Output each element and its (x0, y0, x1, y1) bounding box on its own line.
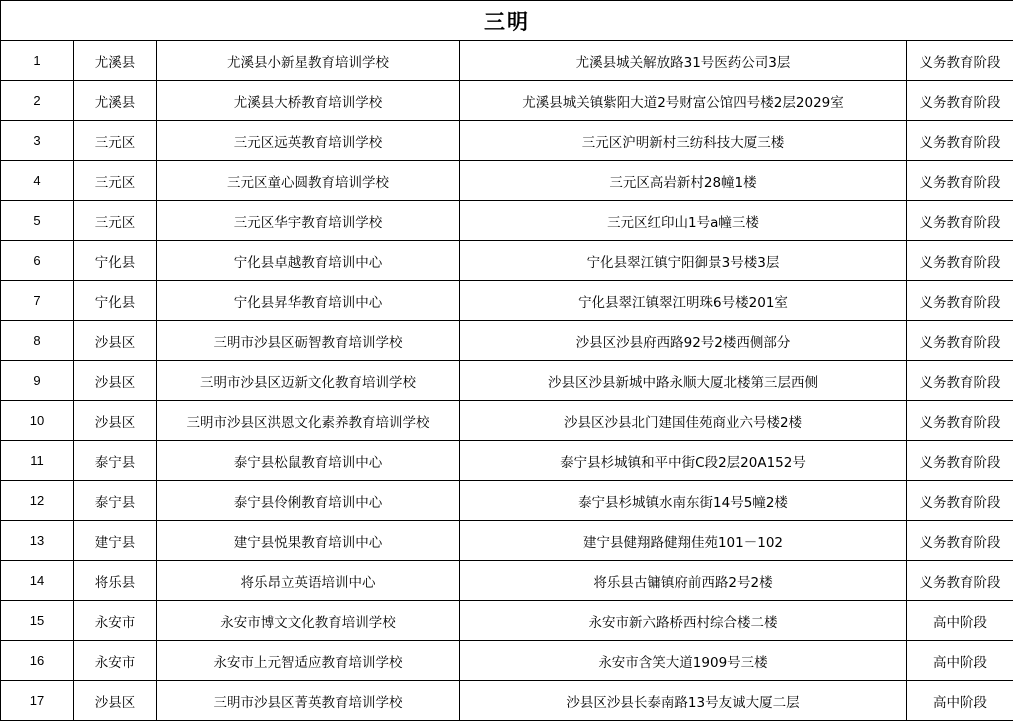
school-name-cell: 将乐昂立英语培训中心 (157, 561, 460, 601)
address-cell: 尤溪县城关镇紫阳大道2号财富公馆四号楼2层2029室 (460, 81, 907, 121)
row-index: 10 (1, 401, 74, 441)
school-name-cell: 泰宁县伶俐教育培训中心 (157, 481, 460, 521)
table-row (1, 521, 1013, 561)
district-cell: 沙县区 (74, 321, 157, 361)
table-row (1, 201, 1013, 241)
stage-cell: 义务教育阶段 (907, 561, 1013, 601)
school-name-cell: 三明市沙县区迈新文化教育培训学校 (157, 361, 460, 401)
stage-cell: 义务教育阶段 (907, 481, 1013, 521)
row-index: 8 (1, 321, 74, 361)
address-cell: 永安市含笑大道1909号三楼 (460, 641, 907, 681)
address-cell: 三元区高岩新村28幢1楼 (460, 161, 907, 201)
row-index: 5 (1, 201, 74, 241)
row-index: 1 (1, 41, 74, 81)
district-cell: 永安市 (74, 601, 157, 641)
stage-cell: 义务教育阶段 (907, 401, 1013, 441)
table-row (1, 321, 1013, 361)
school-name-cell: 宁化县卓越教育培训中心 (157, 241, 460, 281)
school-name-cell: 三明市沙县区洪恩文化素养教育培训学校 (157, 401, 460, 441)
school-name-cell: 三元区远英教育培训学校 (157, 121, 460, 161)
table-row (1, 401, 1013, 441)
row-index: 14 (1, 561, 74, 601)
row-index: 12 (1, 481, 74, 521)
district-cell: 泰宁县 (74, 481, 157, 521)
district-cell: 沙县区 (74, 681, 157, 721)
district-cell: 将乐县 (74, 561, 157, 601)
stage-cell: 义务教育阶段 (907, 441, 1013, 481)
stage-cell: 义务教育阶段 (907, 201, 1013, 241)
table-row (1, 161, 1013, 201)
school-name-cell: 永安市博文文化教育培训学校 (157, 601, 460, 641)
table-row (1, 481, 1013, 521)
address-cell: 永安市新六路桥西村综合楼二楼 (460, 601, 907, 641)
district-cell: 沙县区 (74, 401, 157, 441)
stage-cell: 义务教育阶段 (907, 241, 1013, 281)
table-row (1, 81, 1013, 121)
row-index: 7 (1, 281, 74, 321)
stage-cell: 义务教育阶段 (907, 321, 1013, 361)
stage-cell: 义务教育阶段 (907, 41, 1013, 81)
table-row (1, 121, 1013, 161)
school-name-cell: 泰宁县松鼠教育培训中心 (157, 441, 460, 481)
address-cell: 三元区沪明新村三纺科技大厦三楼 (460, 121, 907, 161)
table-row (1, 681, 1013, 721)
district-cell: 永安市 (74, 641, 157, 681)
stage-cell: 高中阶段 (907, 681, 1013, 721)
district-cell: 泰宁县 (74, 441, 157, 481)
address-cell: 三元区红印山1号a幢三楼 (460, 201, 907, 241)
stage-cell: 高中阶段 (907, 601, 1013, 641)
table-row (1, 281, 1013, 321)
table-row (1, 601, 1013, 641)
row-index: 2 (1, 81, 74, 121)
title-row (1, 1, 1013, 41)
address-cell: 沙县区沙县新城中路永顺大厦北楼第三层西侧 (460, 361, 907, 401)
address-cell: 宁化县翠江镇宁阳御景3号楼3层 (460, 241, 907, 281)
row-index: 13 (1, 521, 74, 561)
address-cell: 将乐县古镛镇府前西路2号2楼 (460, 561, 907, 601)
district-cell: 沙县区 (74, 361, 157, 401)
address-cell: 宁化县翠江镇翠江明珠6号楼201室 (460, 281, 907, 321)
row-index: 11 (1, 441, 74, 481)
stage-cell: 义务教育阶段 (907, 361, 1013, 401)
row-index: 16 (1, 641, 74, 681)
row-index: 15 (1, 601, 74, 641)
stage-cell: 义务教育阶段 (907, 281, 1013, 321)
table-row (1, 441, 1013, 481)
school-name-cell: 三元区童心圆教育培训学校 (157, 161, 460, 201)
address-cell: 泰宁县杉城镇水南东街14号5幢2楼 (460, 481, 907, 521)
address-cell: 沙县区沙县府西路92号2楼西侧部分 (460, 321, 907, 361)
school-name-cell: 三明市沙县区菁英教育培训学校 (157, 681, 460, 721)
district-cell: 尤溪县 (74, 41, 157, 81)
school-name-cell: 三明市沙县区砺智教育培训学校 (157, 321, 460, 361)
stage-cell: 义务教育阶段 (907, 521, 1013, 561)
table-row (1, 641, 1013, 681)
row-index: 6 (1, 241, 74, 281)
stage-cell: 义务教育阶段 (907, 121, 1013, 161)
address-cell: 尤溪县城关解放路31号医药公司3层 (460, 41, 907, 81)
table-row (1, 361, 1013, 401)
row-index: 3 (1, 121, 74, 161)
school-name-cell: 三元区华宇教育培训学校 (157, 201, 460, 241)
table-title: 三明 (1, 1, 1013, 41)
address-cell: 建宁县健翔路健翔佳苑101－102 (460, 521, 907, 561)
school-name-cell: 建宁县悦果教育培训中心 (157, 521, 460, 561)
district-cell: 宁化县 (74, 281, 157, 321)
row-index: 4 (1, 161, 74, 201)
stage-cell: 高中阶段 (907, 641, 1013, 681)
row-index: 17 (1, 681, 74, 721)
address-cell: 泰宁县杉城镇和平中街C段2层20A152号 (460, 441, 907, 481)
school-name-cell: 尤溪县小新星教育培训学校 (157, 41, 460, 81)
stage-cell: 义务教育阶段 (907, 81, 1013, 121)
district-cell: 建宁县 (74, 521, 157, 561)
school-name-cell: 尤溪县大桥教育培训学校 (157, 81, 460, 121)
district-cell: 尤溪县 (74, 81, 157, 121)
table-row (1, 561, 1013, 601)
table-row (1, 41, 1013, 81)
address-cell: 沙县区沙县长泰南路13号友诚大厦二层 (460, 681, 907, 721)
school-name-cell: 宁化县昇华教育培训中心 (157, 281, 460, 321)
district-cell: 三元区 (74, 201, 157, 241)
district-cell: 宁化县 (74, 241, 157, 281)
stage-cell: 义务教育阶段 (907, 161, 1013, 201)
row-index: 9 (1, 361, 74, 401)
district-cell: 三元区 (74, 161, 157, 201)
school-name-cell: 永安市上元智适应教育培训学校 (157, 641, 460, 681)
address-cell: 沙县区沙县北门建国佳苑商业六号楼2楼 (460, 401, 907, 441)
district-cell: 三元区 (74, 121, 157, 161)
table-row (1, 241, 1013, 281)
